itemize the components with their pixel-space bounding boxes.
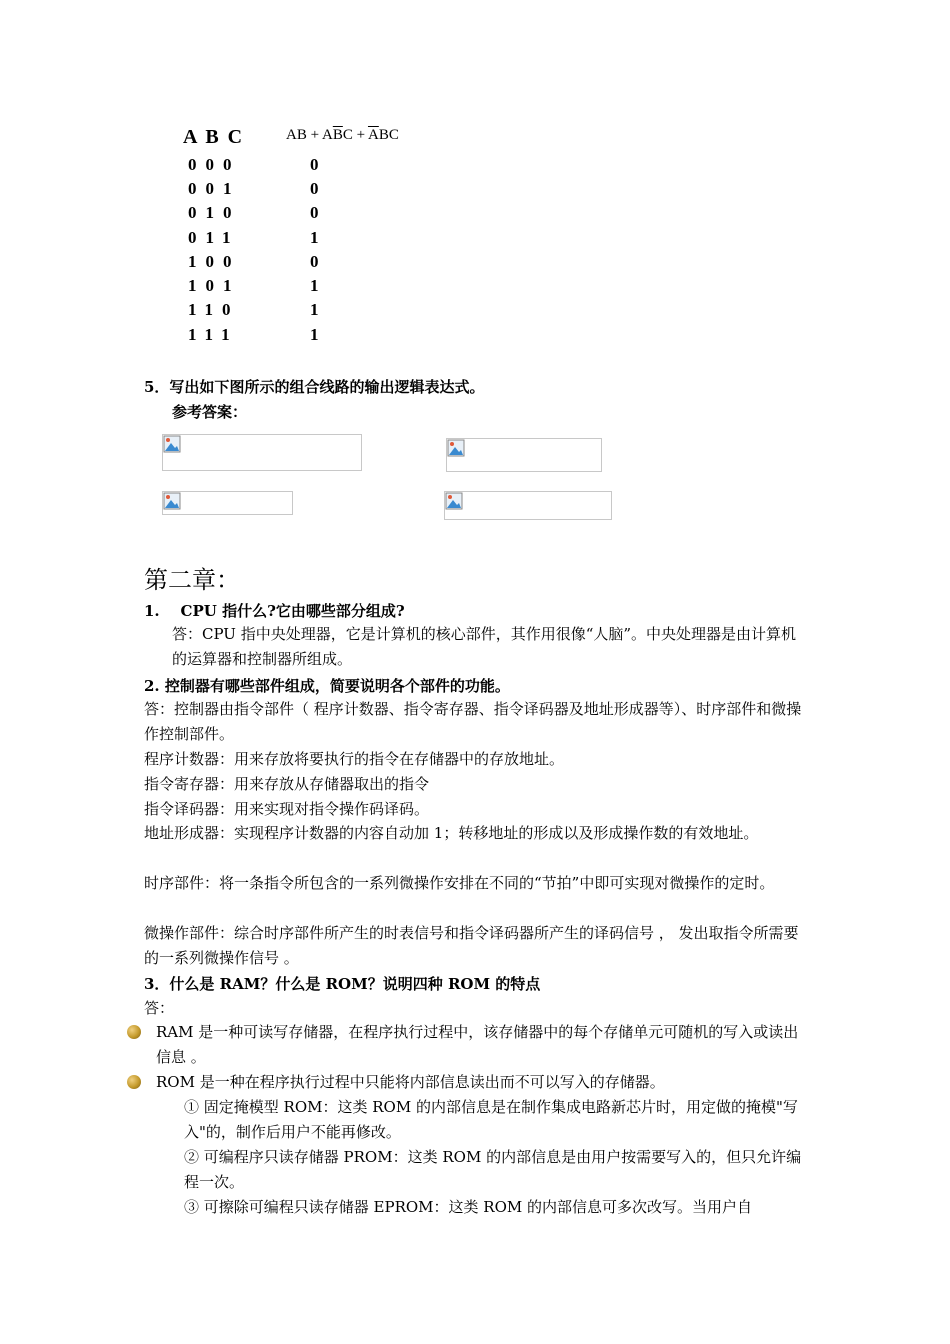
- truth-table-row-output: 1: [310, 325, 319, 344]
- q2-paragraph: 程序计数器：用来存放将要执行的指令在存储器中的存放地址。: [144, 750, 565, 768]
- q2-paragraph: 地址形成器：实现程序计数器的内容自动加 1；转移地址的形成以及形成操作数的有效地址。: [144, 824, 759, 842]
- truth-table-row-inputs: 110: [188, 300, 240, 319]
- expr-part-2: $\overline{B}$: [332, 127, 343, 143]
- truth-table-row-inputs: 100: [188, 252, 241, 271]
- broken-image-icon: [447, 439, 465, 457]
- q3-answer-label: 答：: [144, 999, 175, 1017]
- truth-table-row-output: 1: [310, 228, 319, 247]
- truth-table-row-inputs: 011: [188, 228, 240, 247]
- q1-answer: 答：CPU 指中央处理器，它是计算机的核心部件，其作用很像“人脑”。中央处理器是由计算机的运算器和控制器所组成。: [172, 625, 797, 668]
- broken-image-placeholder: [446, 438, 602, 472]
- truth-table-row-inputs: 000: [188, 155, 241, 174]
- q3-rom-type: ① 固定掩模型 ROM：这类 ROM 的内部信息是在制作集成电路新芯片时，用定做的掩模"写入"的，制作后用户不能再修改。: [184, 1098, 798, 1141]
- q2-paragraph: 时序部件：将一条指令所包含的一系列微操作安排在不同的“节拍”中即可实现对微操作的定时。: [144, 874, 775, 892]
- q5-answer-label: 参考答案：: [172, 403, 248, 421]
- chapter-heading: 第二章：: [144, 566, 240, 594]
- truth-table-row-inputs: 010: [188, 203, 241, 222]
- broken-image-icon: [163, 435, 181, 453]
- truth-table-row-output: 1: [310, 276, 319, 295]
- q2-title: 2. 控制器有哪些部件组成，简要说明各个部件的功能。: [144, 677, 510, 695]
- expr-part-1: AB + A: [286, 127, 333, 143]
- q3-rom-type: ② 可编程序只读存储器 PROM：这类 ROM 的内部信息是由用户按需要写入的，但只允许编程一次。: [184, 1148, 802, 1191]
- expr-part-4: $\overline{A}$: [367, 127, 379, 143]
- truth-table-row-inputs: 111: [188, 325, 239, 344]
- truth-table-header-expr: [286, 127, 399, 144]
- truth-table-row-inputs: 001: [188, 179, 241, 198]
- q3-rom-type: ③ 可擦除可编程只读存储器 EPROM：这类 ROM 的内部信息可多次改写。当用户自: [184, 1198, 753, 1216]
- expr-part-5: BC: [378, 127, 399, 143]
- q3-title: 3．什么是 RAM？什么是 ROM？说明四种 ROM 的特点: [144, 975, 541, 993]
- truth-table-row-output: 0: [310, 203, 319, 222]
- truth-table-row-output: 0: [310, 252, 319, 271]
- q2-paragraph: 指令译码器：用来实现对指令操作码译码。: [144, 800, 430, 818]
- q3-bullet-item: RAM 是一种可读写存储器，在程序执行过程中，该存储器中的每个存储单元可随机的写入或读出信息 。: [156, 1023, 799, 1066]
- truth-table-row-output: 0: [310, 155, 319, 174]
- broken-image-placeholder: [162, 491, 293, 515]
- truth-table-row-output: 0: [310, 179, 319, 198]
- broken-image-icon: [445, 492, 463, 510]
- q3-bullet-item: ROM 是一种在程序执行过程中只能将内部信息读出而不可以写入的存储器。: [156, 1073, 665, 1091]
- broken-image-placeholder: [444, 491, 612, 520]
- truth-table-row-inputs: 101: [188, 276, 241, 295]
- q2-paragraph: 答：控制器由指令部件（ 程序计数器、指令寄存器、指令译码器及地址形成器等）、时序部件和微操作控制部件。: [144, 700, 802, 743]
- q2-paragraph: 微操作部件：综合时序部件所产生的时表信号和指令译码器所产生的译码信号 ， 发出取指令所需要的一系列微操作信号 。: [144, 924, 799, 967]
- bullet-icon: [127, 1075, 141, 1089]
- q1-title: 1. CPU 指什么?它由哪些部分组成?: [144, 602, 405, 620]
- expr-part-3: C +: [342, 127, 368, 143]
- truth-table-header-vars: A B C: [183, 126, 245, 148]
- broken-image-placeholder: [162, 434, 362, 471]
- q5-title: 5．写出如下图所示的组合线路的输出逻辑表达式。: [144, 378, 485, 396]
- q2-paragraph: 指令寄存器：用来存放从存储器取出的指令: [144, 775, 430, 793]
- broken-image-icon: [163, 492, 181, 510]
- bullet-icon: [127, 1025, 141, 1039]
- truth-table-row-output: 1: [310, 300, 319, 319]
